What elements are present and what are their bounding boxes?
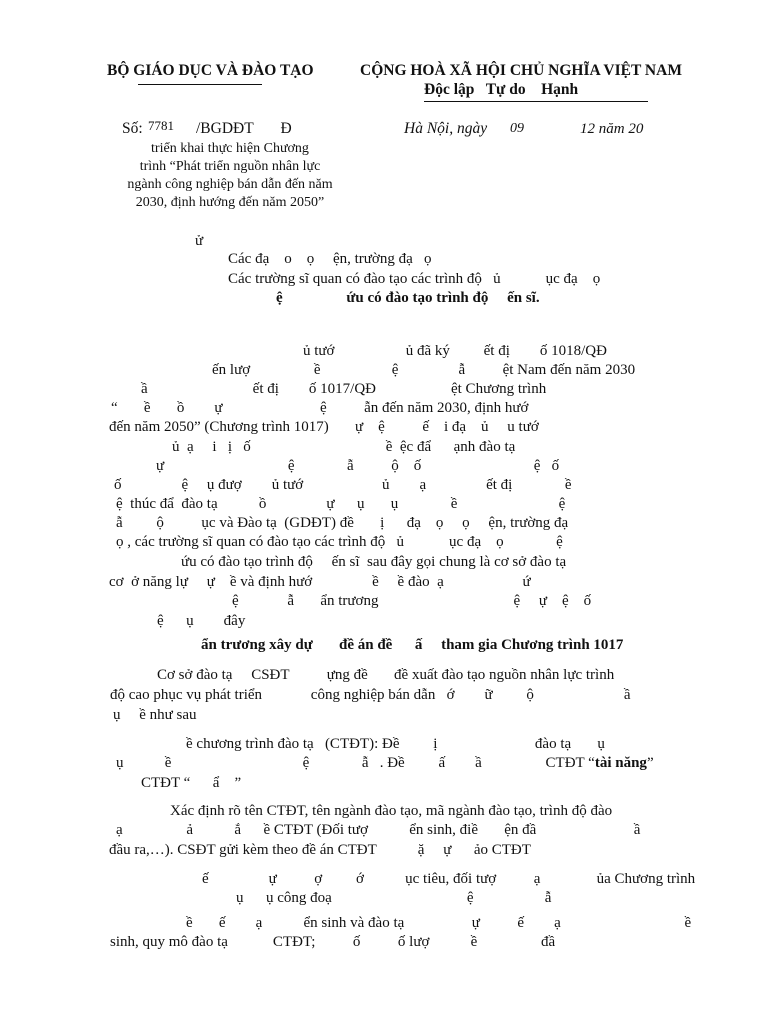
item3-line-2: ụ ụ công đoạ ệ ẫ xyxy=(236,890,552,906)
republic-name: CỘNG HOÀ XÃ HỘI CHỦ NGHĨA VIỆT NAM xyxy=(360,62,682,79)
subject-line-3: ngành công nghiệp bán dẫn đến năm xyxy=(127,177,333,192)
body-line-9: ệ thúc đẩ đào tạ ồ ự ụ ụ ề ệ xyxy=(116,496,566,512)
body-line-8: ố ệ ụ đượ ủ tướ ủ ạ ết đị ề xyxy=(114,477,572,493)
item3-line-1: ế ự ợ ớ ục tiêu, đối tượ ạ ủa Chương trình xyxy=(202,871,696,887)
body-line-7: ự ệ ẫ ộ ố ệ ố xyxy=(156,458,560,474)
item4-line-2: sinh, quy mô đào tạ CTĐT; ố ố lượ ề đầ xyxy=(110,934,556,950)
section-line-2: độ cao phục vụ phát triển công nghiệp bán dẫn ớ ữ ộ ầ xyxy=(110,687,631,703)
motto: Độc lập Tự do Hạnh xyxy=(424,81,579,98)
item2-line-1: Xác định rõ tên CTĐT, tên ngành đào tạo, mã ngành đào tạo, trình độ đào xyxy=(170,803,613,819)
doc-number-label: Số: xyxy=(122,120,143,137)
subject-line-1: triển khai thực hiện Chương xyxy=(151,141,309,156)
date-month-year: 12 năm 20 xyxy=(580,121,644,137)
body-line-15: ệ ụ đây xyxy=(157,613,246,629)
body-line-11: ọ , các trường sĩ quan có đào tạo các trình độ ủ ục đạ ọ ệ xyxy=(116,534,563,550)
kinh-gui: ử xyxy=(195,233,204,249)
item2-line-2: ạ ả ắ ề CTĐT (Đối tượ ển sinh, điề ện đầ ầ xyxy=(116,822,641,838)
recipient-line-1: Các đạ o ọ ện, trường đạ ọ xyxy=(228,251,432,267)
body-line-4: “ ề ồ ự ệ ẫn đến năm 2030, định hướ xyxy=(111,400,529,416)
place-date: Hà Nội, ngày xyxy=(404,120,488,137)
body-line-1: ủ tướ ủ đã ký ết đị ố 1018/QĐ xyxy=(303,343,607,359)
item2-line-3: đầu ra,…). CSĐT gửi kèm theo đề án CTĐT ặ ự ảo CTĐT xyxy=(109,842,531,858)
section-line-1: Cơ sở đào tạ CSĐT ựng đề đề xuất đào tạo nguồn nhân lực trình xyxy=(157,667,615,683)
recipient-line-2: Các trường sĩ quan có đào tạo các trình độ ủ ục đạ ọ xyxy=(228,271,601,287)
body-line-2: ến lượ ề ệ ẫ ệt Nam đến năm 2030 xyxy=(212,362,636,378)
ministry-name: BỘ GIÁO DỤC VÀ ĐÀO TẠO xyxy=(107,62,314,79)
item4-line-1: ề ế ạ ển sinh và đào tạ ự ế ạ ề xyxy=(186,915,692,931)
body-line-10: ẫ ộ ục và Đào tạ (GDĐT) đề ị đạ ọ ọ ện, trường đạ xyxy=(116,515,569,531)
body-line-12: ứu có đào tạo trình độ ến sĩ sau đây gọi chung là cơ sở đào tạ xyxy=(181,554,567,570)
doc-number-value: 7781 xyxy=(148,118,174,133)
date-day: 09 xyxy=(510,121,524,136)
body-line-14: ệ ẫ ẩn trương ệ ự ệ ố xyxy=(232,593,592,609)
subject-line-4: 2030, định hướng đến năm 2050” xyxy=(135,195,325,210)
subject-line-2: trình “Phát triển nguồn nhân lực xyxy=(139,159,321,174)
motto-underline xyxy=(424,101,648,102)
item1-line-1: ề chương trình đào tạ (CTĐT): Đề ị đào tạ ụ xyxy=(186,736,605,752)
body-line-5: đến năm 2050” (Chương trình 1017) ự ệ ế i đạ ủ u tướ xyxy=(109,419,539,435)
body-line-6: ủ ạ i ị ố ề ệc đẩ ạnh đào tạ xyxy=(172,439,516,455)
section-line-3: ụ ề như sau xyxy=(113,707,197,723)
body-line-13: cơ ở năng lự ự ề và định hướ ề ề đào ạ ứ xyxy=(109,574,531,590)
item1-line-3: CTĐT “ ẩ ” xyxy=(141,775,242,791)
item1-line-2: ụ ề ệ ẫ . Đề ấ ầ CTĐT “tài năng” xyxy=(116,755,654,771)
section-heading: ẩn trương xây dự đề án đề ấ tham gia Chương trình 1017 xyxy=(201,637,624,653)
ministry-underline xyxy=(138,84,262,85)
doc-number-suffix: /BGDĐT Đ xyxy=(196,120,292,137)
body-line-3: ầ ết đị ố 1017/QĐ ệt Chương trình xyxy=(141,381,547,397)
tai-nang-bold: tài năng xyxy=(594,755,647,771)
recipient-line-3: ệ ứu có đào tạo trình độ ến sĩ. xyxy=(276,290,540,306)
